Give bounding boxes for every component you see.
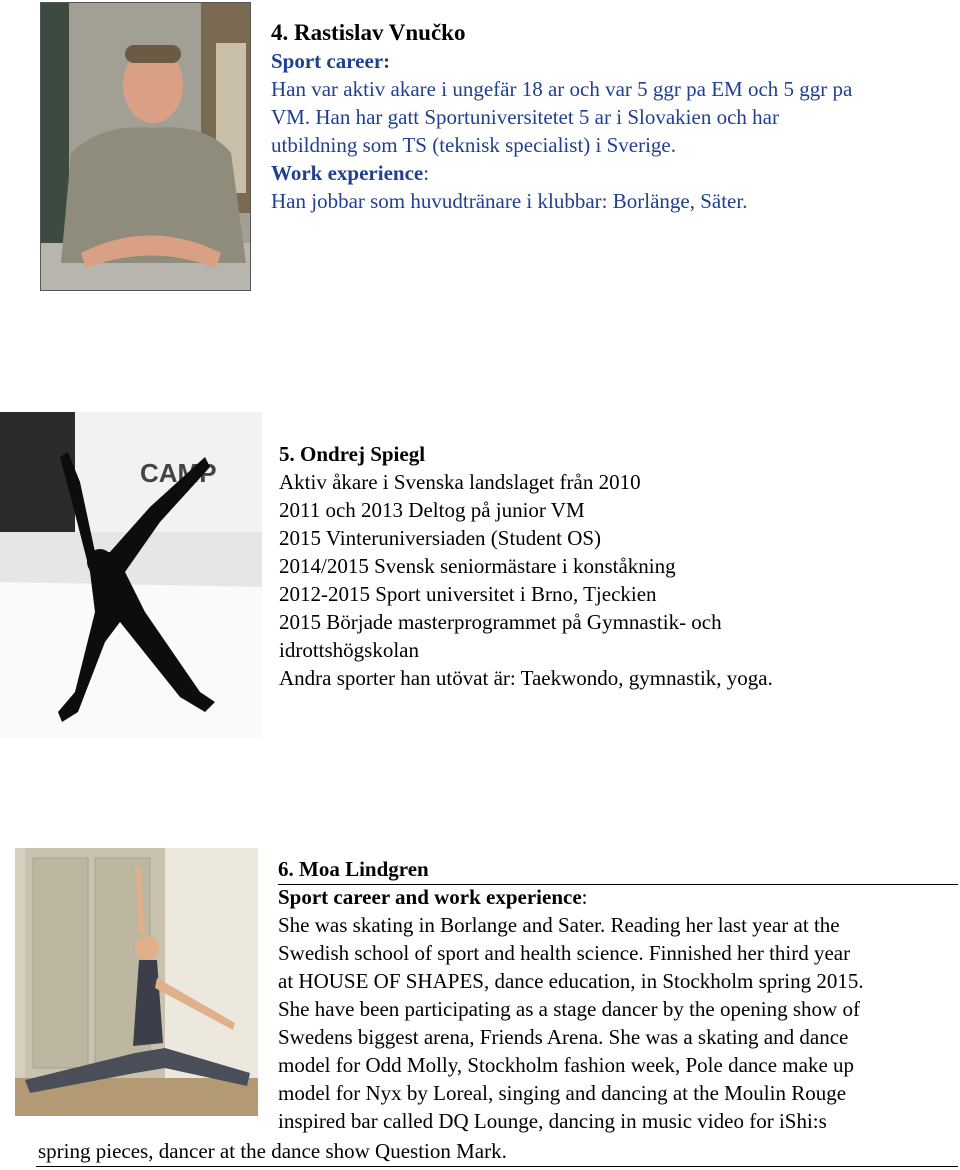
bio-line: 2015 Vinteruniversiaden (Student OS) xyxy=(279,526,602,550)
bio-line: 2015 Började masterprogrammet på Gymnastik- och xyxy=(279,610,722,634)
sport-career-label: Sport career and work experience xyxy=(278,885,582,909)
bio-line: VM. Han har gatt Sportuniversitetet 5 ar i Slovakien och har xyxy=(271,105,779,129)
profile-heading: 4. Rastislav Vnučko xyxy=(271,20,466,45)
sport-career-colon: : xyxy=(581,885,588,909)
profile-ondrej xyxy=(279,440,773,692)
work-experience-row xyxy=(271,159,852,187)
work-experience-label: Work experience xyxy=(271,161,424,185)
profile-heading: 5. Ondrej Spiegl xyxy=(279,442,426,466)
bio-line: Swedens biggest arena, Friends Arena. She was a skating and dance xyxy=(278,1025,849,1049)
bio-line: inspired bar called DQ Lounge, dancing in music video for iShi:s xyxy=(278,1109,827,1133)
portrait-photo-rastislav xyxy=(40,2,251,291)
work-experience-colon: : xyxy=(423,161,430,185)
bio-line: Swedish school of sport and health science. Finnished her third year xyxy=(278,941,851,965)
bio-line: 2012-2015 Sport universitet i Brno, Tjeckien xyxy=(279,582,657,606)
dancer-photo-moa xyxy=(15,848,258,1116)
sport-career-label: Sport career: xyxy=(271,49,391,73)
rink-banner-text: CAMP xyxy=(140,458,217,488)
bio-last-line: spring pieces, dancer at the dance show Question Mark. xyxy=(38,1139,507,1163)
bio-line: She was skating in Borlange and Sater. Reading her last year at the xyxy=(278,913,840,937)
bio-line: She have been participating as a stage dancer by the opening show of xyxy=(278,997,860,1021)
bio-line: Andra sporter han utövat är: Taekwondo, gymnastik, yoga. xyxy=(279,666,773,690)
profile-moa xyxy=(278,855,864,1135)
skater-photo-ondrej xyxy=(0,412,262,738)
bio-line: utbildning som TS (teknisk specialist) i Sverige. xyxy=(271,133,676,157)
divider-line xyxy=(278,884,958,885)
divider-line xyxy=(36,1166,958,1167)
sport-career-row xyxy=(278,883,864,911)
profile-heading: 6. Moa Lindgren xyxy=(278,857,429,881)
bio-line: idrottshögskolan xyxy=(279,638,419,662)
bio-line: Han var aktiv akare i ungefär 18 ar och var 5 ggr pa EM och 5 ggr pa xyxy=(271,77,853,101)
bio-line: 2011 och 2013 Deltog på junior VM xyxy=(279,498,585,522)
bio-line: at HOUSE OF SHAPES, dance education, in Stockholm spring 2015. xyxy=(278,969,864,993)
work-experience-text: Han jobbar som huvudtränare i klubbar: Borlänge, Säter. xyxy=(271,189,748,213)
bio-line: Aktiv åkare i Svenska landslaget från 2010 xyxy=(279,470,641,494)
profile-rastislav xyxy=(271,19,852,215)
bio-line: model for Nyx by Loreal, singing and dancing at the Moulin Rouge xyxy=(278,1081,847,1105)
bio-line: 2014/2015 Svensk seniormästare i konståkning xyxy=(279,554,676,578)
bio-line: model for Odd Molly, Stockholm fashion week, Pole dance make up xyxy=(278,1053,855,1077)
